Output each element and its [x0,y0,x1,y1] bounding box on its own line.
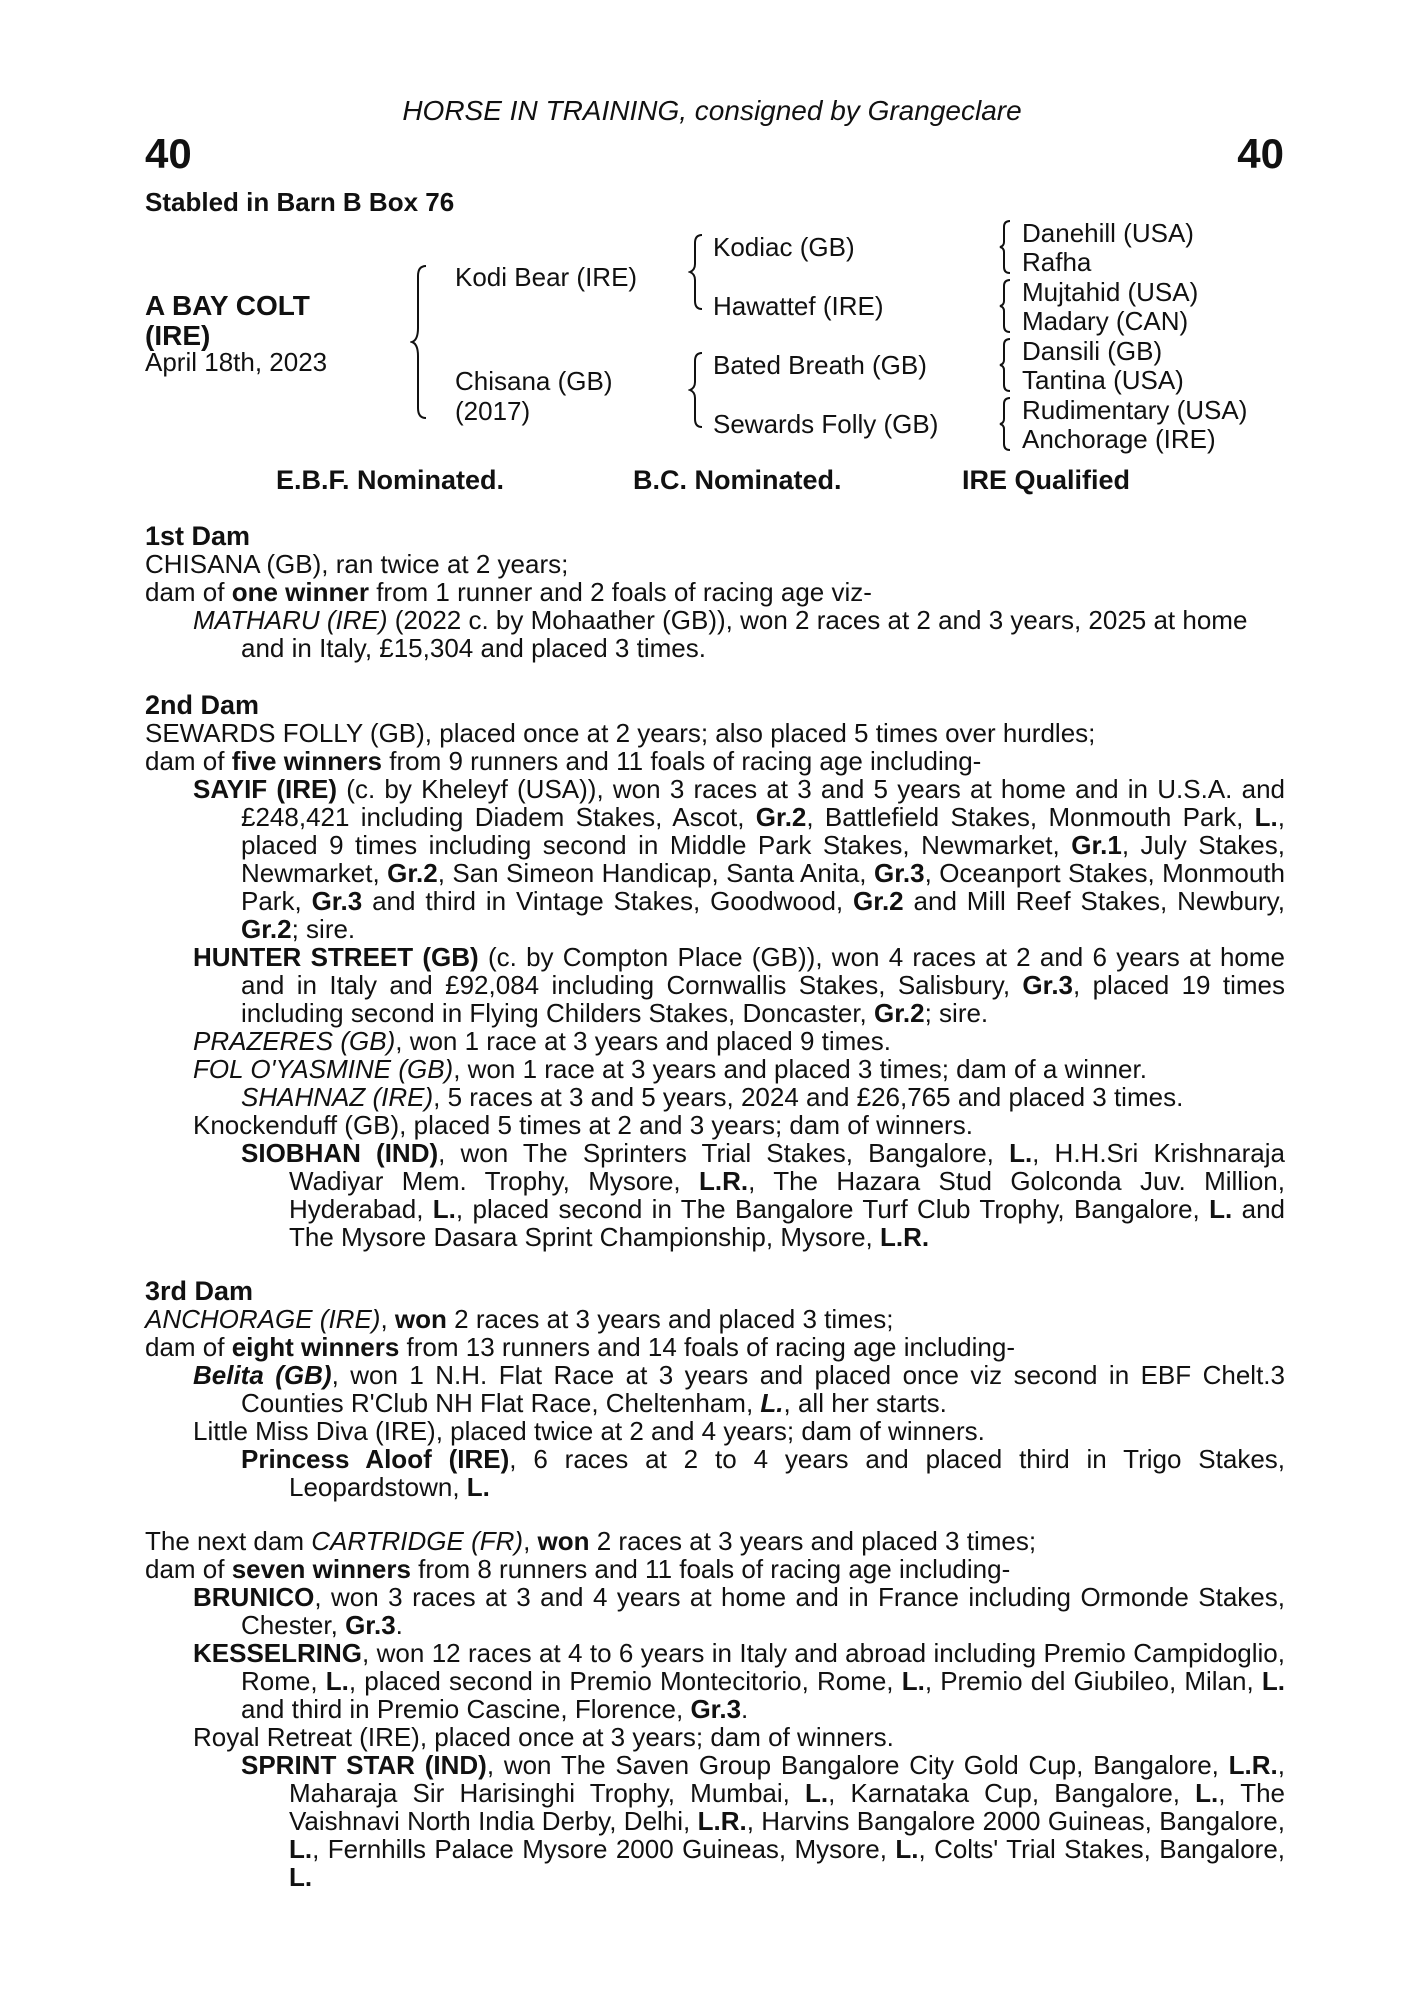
third-dam-heading: 3rd Dam [145,1276,254,1306]
next-dam-section [145,1527,1285,1891]
pedigree-brace-sire [688,232,706,312]
horse-dob: April 18th, 2023 [145,347,328,377]
produce-princess-aloof: Princess Aloof (IRE), 6 races at 2 to 4 years and placed third in Trigo Stakes, Leopardstown, L. [241,1444,1286,1502]
second-dam-line: SEWARDS FOLLY (GB), placed once at 2 years; also placed 5 times over hurdles; [145,718,1096,748]
pedigree-brace-g1 [998,218,1014,276]
produce-prazeres: PRAZERES (GB), won 1 race at 3 years and placed 9 times. [193,1026,891,1056]
first-dam-line: CHISANA (GB), ran twice at 2 years; [145,549,569,579]
pedigree-dam-sire: Bated Breath (GB) [713,350,927,380]
pedigree-dam-dam: Sewards Folly (GB) [713,409,939,439]
produce-royal-retreat: Royal Retreat (IRE), placed once at 3 years; dam of winners. [193,1722,894,1752]
first-dam-section [145,522,1285,662]
pedigree-sire-dam: Hawattef (IRE) [713,291,884,321]
produce-fol-oyasmine: FOL O'YASMINE (GB), won 1 race at 3 years and placed 3 times; dam of a winner. [193,1054,1147,1084]
second-dam-heading: 2nd Dam [145,690,260,720]
produce-brunico: BRUNICO, won 3 races at 3 and 4 years at home and in France including Ormonde Stakes, Chester, Gr.3. [193,1582,1285,1640]
pedigree-brace-g4 [998,395,1014,453]
second-dam-section [145,691,1285,1251]
pedigree-g3-1: Danehill (USA) [1022,218,1194,248]
pedigree-brace-main [410,262,432,422]
next-dam-produce: dam of seven winners from 8 runners and 11 foals of racing age including- [145,1554,1011,1584]
produce-sayif: SAYIF (IRE) (c. by Kheleyf (USA)), won 3 races at 3 and 5 years at home and in U.S.A. and £248,421 including Diadem Stakes, Ascot, Gr.2, Battlefield Stakes, Monmouth Park, L., placed 9 times including second in Middle Park Stakes, Newmarket, Gr.1, July Stakes, Newmarket, Gr.2, San Simeon Handicap, Santa Anita, Gr.3, Oceanport Stakes, Monmouth Park, Gr.3 and third in Vintage Stakes, Goodwood, Gr.2 and Mill Reef Stakes, Newbury, Gr.2; sire. [193,774,1286,944]
pedigree-g3-4: Madary (CAN) [1022,306,1189,336]
produce-kesselring: KESSELRING, won 12 races at 4 to 6 years in Italy and abroad including Premio Campidoglio, Rome, L., placed second in Premio Montecitorio, Rome, L., Premio del Giubileo, Milan, L. and third in Premio Cascine, Florence, Gr.3. [193,1638,1285,1724]
produce-knockenduff: Knockenduff (GB), placed 5 times at 2 and 3 years; dam of winners. [193,1110,973,1140]
produce-sprint-star: SPRINT STAR (IND), won The Saven Group Bangalore City Gold Cup, Bangalore, L.R., Maharaja Sir Harisinghi Trophy, Mumbai, L., Karnataka Cup, Bangalore, L., The Vaishnavi North India Derby, Delhi, L.R., Harvins Bangalore 2000 Guineas, Bangalore, L., Fernhills Palace Mysore 2000 Guineas, Mysore, L., Colts' Trial Stakes, Bangalore, L. [241,1750,1286,1892]
second-dam-produce: dam of five winners from 9 runners and 11 foals of racing age including- [145,746,982,776]
produce-little-miss-diva: Little Miss Diva (IRE), placed twice at 2 and 4 years; dam of winners. [193,1416,985,1446]
lot-number-left: 40 [145,130,192,177]
pedigree-g3-2: Rafha [1022,247,1092,277]
produce-belita: Belita (GB), won 1 N.H. Flat Race at 3 years and placed once viz second in EBF Chelt.3 Counties R'Club NH Flat Race, Cheltenham, L., all her starts. [193,1360,1285,1418]
produce-matharu: MATHARU (IRE) (2022 c. by Mohaather (GB)), won 2 races at 2 and 3 years, 2025 at home and in Italy, £15,304 and placed 3 times. [193,605,1248,663]
first-dam-produce: dam of one winner from 1 runner and 2 foals of racing age viz- [145,577,872,607]
horse-origin: (IRE) [145,320,211,351]
pedigree-dam: Chisana (GB) [455,366,613,396]
pedigree-g3-8: Anchorage (IRE) [1022,424,1216,454]
pedigree-g3-5: Dansili (GB) [1022,336,1163,366]
produce-siobhan: SIOBHAN (IND), won The Sprinters Trial Stakes, Bangalore, L., H.H.Sri Krishnaraja Wadiyar Mem. Trophy, Mysore, L.R., The Hazara Stud Golconda Juv. Million, Hyderabad, L., placed second in The Bangalore Turf Club Trophy, Bangalore, L. and The Mysore Dasara Sprint Championship, Mysore, L.R. [241,1138,1285,1252]
pedigree-g3-6: Tantina (USA) [1022,365,1184,395]
pedigree-sire-sire: Kodiac (GB) [713,232,855,262]
ire-qualified: IRE Qualified [962,465,1131,495]
ebf-nomination: E.B.F. Nominated. [276,465,505,495]
third-dam-section [145,1277,1285,1501]
produce-hunter-street: HUNTER STREET (GB) (c. by Compton Place (GB)), won 4 races at 2 and 6 years at home and in Italy and £92,084 including Cornwallis Stakes, Salisbury, Gr.3, placed 19 times including second in Flying Childers Stakes, Doncaster, Gr.2; sire. [193,942,1285,1028]
first-dam-heading: 1st Dam [145,521,251,551]
third-dam-line: ANCHORAGE (IRE), won 2 races at 3 years and placed 3 times; [145,1304,894,1334]
pedigree-g3-3: Mujtahid (USA) [1022,277,1199,307]
pedigree-brace-g3 [998,336,1014,394]
bc-nomination: B.C. Nominated. [633,465,842,495]
pedigree-dam-year: (2017) [455,396,531,426]
third-dam-produce: dam of eight winners from 13 runners and 14 foals of racing age including- [145,1332,1015,1362]
stabling-info: Stabled in Barn B Box 76 [145,187,455,217]
pedigree-g3-7: Rudimentary (USA) [1022,395,1248,425]
horse-name: A BAY COLT [145,290,310,321]
next-dam-line: The next dam CARTRIDGE (FR), won 2 races at 3 years and placed 3 times; [145,1526,1037,1556]
lot-number-right: 40 [1237,130,1284,177]
page-header: HORSE IN TRAINING, consigned by Grangeclare [402,95,1022,126]
pedigree-brace-g2 [998,277,1014,335]
pedigree-sire: Kodi Bear (IRE) [455,262,638,292]
produce-shahnaz: SHAHNAZ (IRE), 5 races at 3 and 5 years, 2024 and £26,765 and placed 3 times. [241,1082,1184,1112]
pedigree-brace-dam [688,350,706,430]
